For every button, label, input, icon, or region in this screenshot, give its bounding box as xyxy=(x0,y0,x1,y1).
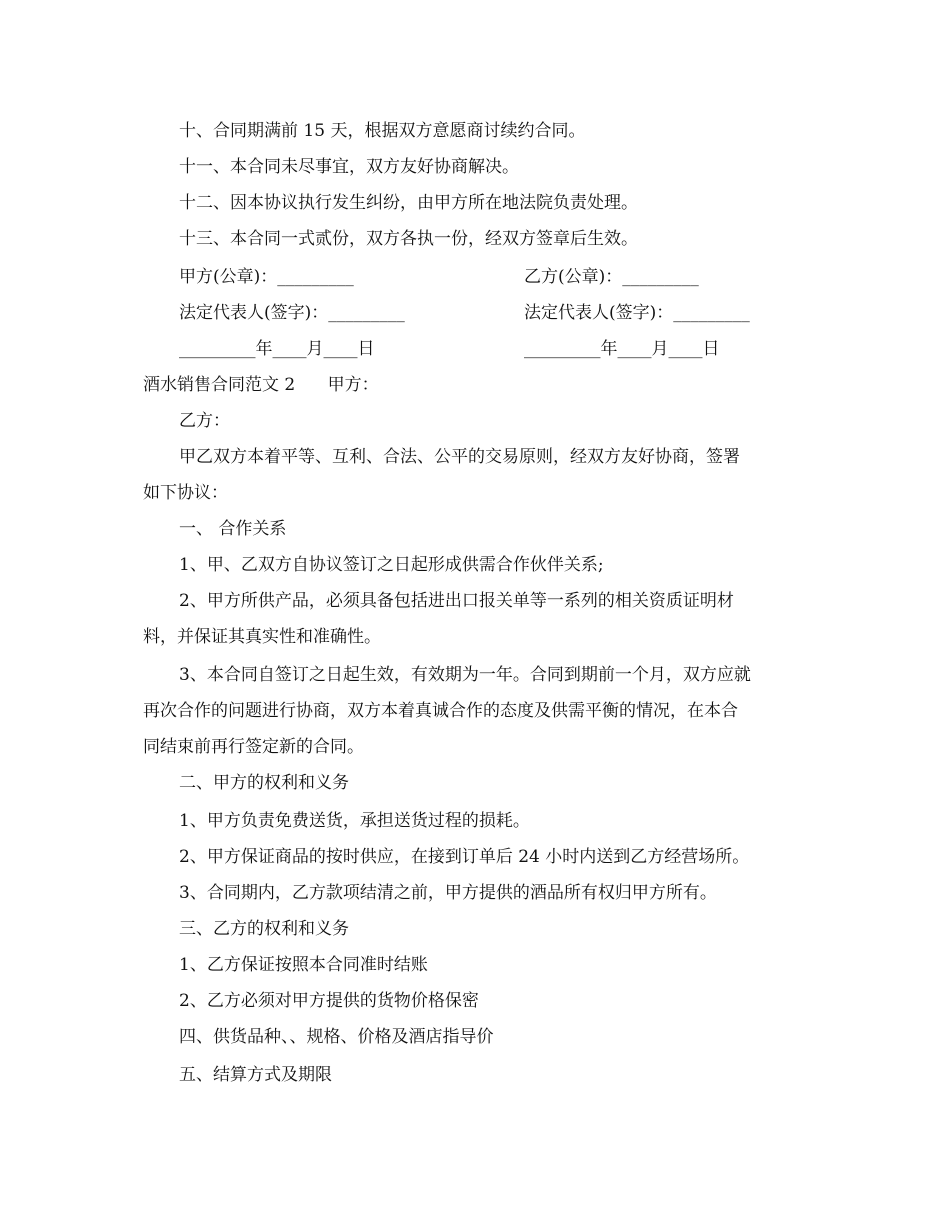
party-a-date: _________年____月____日 xyxy=(179,339,375,359)
clause-10: 十、合同期满前 15 天，根据双方意愿商讨续约合同。 xyxy=(179,121,586,141)
item-2-3: 3、合同期内，乙方款项结清之前，甲方提供的酒品所有权归甲方所有。 xyxy=(179,883,717,903)
party-b-date: _________年____月____日 xyxy=(524,339,720,359)
sample-2-title-line: 酒水销售合同范文 2 甲方： xyxy=(143,375,379,395)
heading-supply-items: 四、供货品种、、规格、价格及酒店指导价 xyxy=(179,1027,494,1047)
clause-11: 十一、本合同未尽事宜，双方友好协商解决。 xyxy=(179,157,519,177)
item-3-1: 1、乙方保证按照本合同准时结账 xyxy=(179,955,428,975)
party-b-seal: 乙方(公章)：_________ xyxy=(524,267,699,287)
item-1-2-line-1: 2、甲方所供产品，必须具备包括进出口报关单等一系列的相关资质证明材 xyxy=(179,591,734,611)
item-1-3-line-1: 3、本合同自签订之日起生效，有效期为一年。合同到期前一个月，双方应就 xyxy=(179,665,751,685)
item-1-3-line-2: 再次合作的问题进行协商，双方本着真诚合作的态度及供需平衡的情况，在本合 xyxy=(143,701,738,721)
heading-settlement: 五、结算方式及期限 xyxy=(179,1065,332,1085)
party-b-label: 乙方： xyxy=(179,411,230,431)
clause-13: 十三、本合同一式贰份，双方各执一份，经双方签章后生效。 xyxy=(179,229,638,249)
party-a-representative: 法定代表人(签字)：_________ xyxy=(179,303,405,323)
intro-line-2: 如下协议： xyxy=(143,483,228,503)
item-3-2: 2、乙方必须对甲方提供的货物价格保密 xyxy=(179,991,479,1011)
heading-party-b-rights: 三、乙方的权利和义务 xyxy=(179,919,349,939)
item-1-3-line-3: 同结束前再行签定新的合同。 xyxy=(143,737,364,757)
party-b-representative: 法定代表人(签字)：_________ xyxy=(524,303,750,323)
clause-12: 十二、因本协议执行发生纠纷，由甲方所在地法院负责处理。 xyxy=(179,193,638,213)
item-2-2: 2、甲方保证商品的按时供应，在接到订单后 24 小时内送到乙方经营场所。 xyxy=(179,847,750,867)
item-1-1: 1、甲、乙双方自协议签订之日起形成供需合作伙伴关系; xyxy=(179,555,604,575)
item-2-1: 1、甲方负责免费送货，承担送货过程的损耗。 xyxy=(179,811,530,831)
intro-line-1: 甲乙双方本着平等、互利、合法、公平的交易原则，经双方友好协商，签署 xyxy=(179,447,740,467)
heading-party-a-rights: 二、甲方的权利和义务 xyxy=(179,773,349,793)
item-1-2-line-2: 料，并保证其真实性和准确性。 xyxy=(143,627,381,647)
heading-cooperation: 一、 合作关系 xyxy=(179,519,287,539)
party-a-seal: 甲方(公章)：_________ xyxy=(179,267,354,287)
